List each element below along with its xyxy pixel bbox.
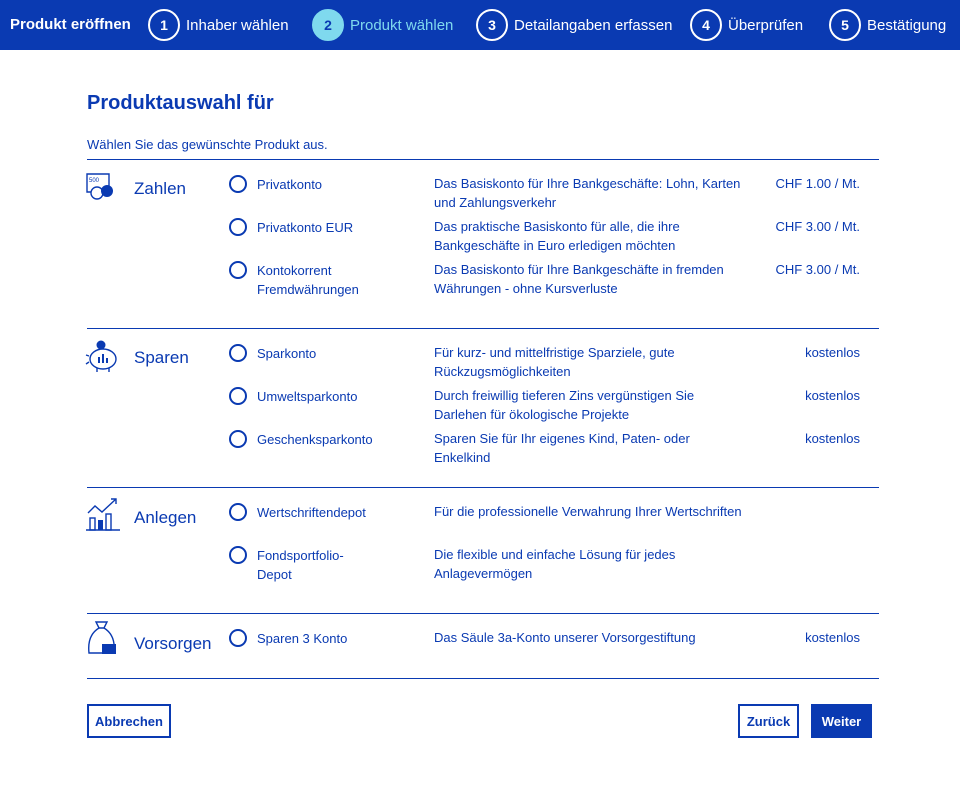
product-price: kostenlos: [805, 388, 860, 403]
step-label: Überprüfen: [728, 16, 804, 34]
category-label-sparen: Sparen: [134, 348, 189, 367]
radio-fondsportfolio-depot[interactable]: [229, 546, 247, 564]
product-price: kostenlos: [805, 630, 860, 645]
product-price: CHF 3.00 / Mt.: [775, 262, 860, 277]
wizard-step-3[interactable]: [476, 8, 672, 42]
product-description: Das Basiskonto für Ihre Bankgeschäfte in fremden Währungen - ohne Kursverluste: [434, 262, 724, 296]
instruction-text: Wählen Sie das gewünschte Produkt aus.: [87, 137, 328, 152]
svg-text:500: 500: [89, 178, 100, 184]
category-label-zahlen: Zahlen: [134, 179, 186, 198]
step-label: Produkt wählen: [350, 16, 454, 34]
cancel-button[interactable]: Abbrechen: [87, 704, 171, 738]
divider: [87, 328, 879, 329]
wizard-step-5[interactable]: [829, 8, 946, 42]
wizard-step-1[interactable]: [148, 8, 289, 42]
wizard-step-2[interactable]: [312, 8, 453, 42]
step-number: 3: [476, 9, 508, 41]
radio-sparkonto[interactable]: [229, 344, 247, 362]
product-name: Fondsportfolio-Depot: [257, 548, 344, 582]
product-description: Sparen Sie für Ihr eigenes Kind, Paten- oder Enkelkind: [434, 431, 690, 465]
product-description: Für kurz- und mittelfristige Sparziele, gute Rückzugsmöglichkeiten: [434, 345, 675, 379]
product-price: CHF 3.00 / Mt.: [775, 219, 860, 234]
product-price: kostenlos: [805, 345, 860, 360]
step-number: 2: [312, 9, 344, 41]
category-label-anlegen: Anlegen: [134, 508, 197, 527]
product-name: Sparkonto: [257, 346, 317, 361]
payment-coins-icon: [85, 170, 121, 206]
product-description: Das Säule 3a-Konto unserer Vorsorgestiftung: [434, 630, 696, 645]
wizard-step-4[interactable]: [690, 8, 803, 42]
radio-privatkonto[interactable]: [229, 175, 247, 193]
step-number: 4: [690, 9, 722, 41]
radio-geschenksparkonto[interactable]: [229, 430, 247, 448]
product-name: Geschenksparkonto: [257, 432, 373, 447]
category-label-vorsorgen: Vorsorgen: [134, 634, 212, 653]
product-name: Umweltsparkonto: [257, 389, 358, 404]
product-name: Privatkonto EUR: [257, 220, 354, 235]
product-description: Das Basiskonto für Ihre Bankgeschäfte: Lohn, Karten und Zahlungsverkehr: [434, 176, 741, 210]
divider: [87, 487, 879, 488]
divider: [87, 678, 879, 679]
step-number: 1: [148, 9, 180, 41]
page-title: Produktauswahl für: [87, 92, 274, 114]
wizard-header: [0, 0, 960, 50]
product-description: Die flexible und einfache Lösung für jedes Anlagevermögen: [434, 547, 676, 581]
step-label: Detailangaben erfassen: [514, 16, 673, 34]
divider: [87, 159, 879, 160]
product-description: Das praktische Basiskonto für alle, die ihre Bankgeschäfte in Euro erledigen möchten: [434, 219, 680, 253]
step-label: Bestätigung: [867, 16, 947, 34]
product-name: Wertschriftendepot: [257, 505, 366, 520]
radio-privatkonto-eur[interactable]: [229, 218, 247, 236]
growth-chart-icon: [85, 496, 121, 532]
product-price: CHF 1.00 / Mt.: [775, 176, 860, 191]
product-name: Privatkonto: [257, 177, 323, 192]
radio-wertschriftendepot[interactable]: [229, 503, 247, 521]
radio-kontokorrent-fremdwaehrungen[interactable]: [229, 261, 247, 279]
step-number: 5: [829, 9, 861, 41]
app-title: Produkt eröffnen: [10, 16, 131, 33]
step-label: Inhaber wählen: [186, 16, 289, 34]
divider: [87, 613, 879, 614]
money-bag-icon: [85, 620, 121, 656]
piggy-bank-icon: [85, 338, 121, 374]
radio-sparen-3-konto[interactable]: [229, 629, 247, 647]
product-name: Kontokorrent Fremdwährungen: [257, 263, 359, 297]
product-description: Durch freiwillig tieferen Zins vergünstigen Sie Darlehen für ökologische Projekte: [434, 388, 695, 422]
back-button[interactable]: Zurück: [738, 704, 799, 738]
next-button[interactable]: Weiter: [811, 704, 872, 738]
radio-umweltsparkonto[interactable]: [229, 387, 247, 405]
product-description: Für die professionelle Verwahrung Ihrer Wertschriften: [434, 504, 742, 519]
product-price: kostenlos: [805, 431, 860, 446]
product-name: Sparen 3 Konto: [257, 631, 348, 646]
